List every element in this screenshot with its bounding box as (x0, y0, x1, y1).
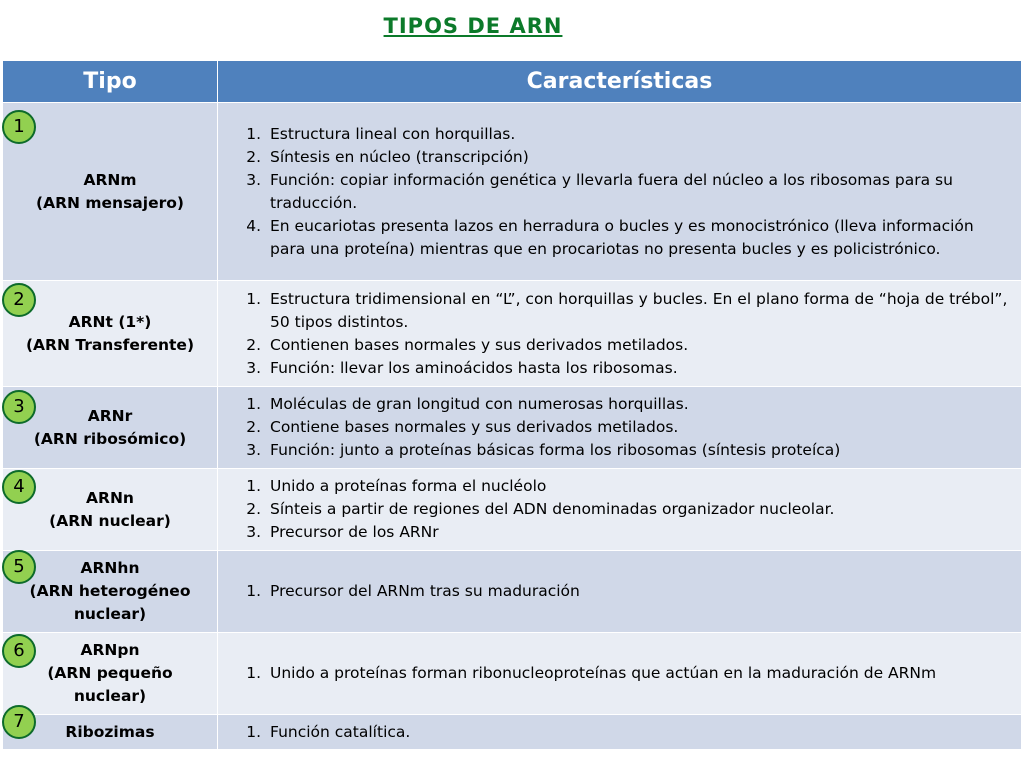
feature-item: 3. Precursor de los ARNr (266, 521, 1009, 544)
table-row (3, 103, 1022, 281)
tipo-line: (ARN Transferente) (25, 335, 195, 354)
table-row (3, 633, 1022, 715)
feature-list (226, 662, 1009, 685)
arn-types-table (2, 60, 1022, 750)
page-title: TIPOS DE ARN (383, 14, 563, 38)
caracteristicas-cell (218, 551, 1022, 633)
table-row (3, 469, 1022, 551)
table-row (3, 715, 1022, 750)
feature-item: 3. Función: copiar información genética y llevarla fuera del núcleo a los ribosomas para su traducción. (266, 169, 1009, 215)
feature-list (226, 393, 1009, 462)
tipo-line: ARNn (86, 488, 134, 507)
tipo-line: (ARN heterogéneo (29, 582, 191, 600)
tipo-line: nuclear) (73, 605, 147, 623)
table-row (3, 551, 1022, 633)
feature-item: 2. Síntesis en núcleo (transcripción) (266, 146, 1009, 169)
table-header-row (3, 61, 1022, 103)
feature-item: 1. Unido a proteínas forma el nucléolo (266, 475, 1009, 498)
feature-list (226, 721, 1009, 744)
feature-list (226, 123, 1009, 261)
tipo-line: (ARN ribosómico) (33, 429, 187, 448)
tipo-line: Ribozimas (65, 722, 155, 741)
tipo-line: (ARN nuclear) (49, 511, 171, 530)
feature-list (226, 288, 1009, 380)
caracteristicas-cell (218, 715, 1022, 750)
tipo-line: ARNpn (80, 641, 140, 659)
tipo-line: ARNr (87, 406, 133, 425)
feature-item: 2. Contienen bases normales y sus derivados metilados. (266, 334, 1009, 357)
caracteristicas-cell (218, 387, 1022, 469)
caracteristicas-cell (218, 469, 1022, 551)
feature-list (226, 580, 1009, 603)
table-body (3, 103, 1022, 750)
tipo-line: ARNm (83, 170, 137, 189)
tipo-line: ARNhn (80, 559, 140, 577)
feature-item: 1. Unido a proteínas forman ribonucleoproteínas que actúan en la maduración de ARNm (266, 662, 1009, 685)
feature-item: 3. Función: llevar los aminoácidos hasta los ribosomas. (266, 357, 1009, 380)
row-number-badge: 7 (2, 705, 36, 739)
row-number-badge: 5 (2, 550, 36, 584)
feature-item: 1. Función catalítica. (266, 721, 1009, 744)
feature-item: 1. Estructura lineal con horquillas. (266, 123, 1009, 146)
feature-item: 4. En eucariotas presenta lazos en herradura o bucles y es monocistrónico (lleva información para una proteína) mientras que en procariotas no presenta bucles y es policistrónico. (266, 215, 1009, 261)
row-number-badge: 1 (2, 110, 36, 144)
caracteristicas-cell (218, 633, 1022, 715)
feature-item: 2. Sínteis a partir de regiones del ADN denominadas organizador nucleolar. (266, 498, 1009, 521)
row-number-badge: 3 (2, 390, 36, 424)
header-caracteristicas: Características (218, 61, 1022, 103)
row-number-badge: 2 (2, 283, 36, 317)
feature-item: 1. Estructura tridimensional en “L”, con horquillas y bucles. En el plano forma de “hoja de trébol”, 50 tipos distintos. (266, 288, 1009, 334)
feature-list (226, 475, 1009, 544)
feature-item: 1. Precursor del ARNm tras su maduración (266, 580, 1009, 603)
tipo-line: (ARN mensajero) (36, 193, 184, 212)
row-number-badges (0, 0, 40, 768)
table-row (3, 281, 1022, 387)
tipo-line: (ARN pequeño (47, 664, 173, 682)
caracteristicas-cell (218, 103, 1022, 281)
table-row (3, 387, 1022, 469)
tipo-line: ARNt (1*) (68, 312, 152, 331)
caracteristicas-cell (218, 281, 1022, 387)
header-tipo: Tipo (3, 61, 218, 103)
row-number-badge: 6 (2, 634, 36, 668)
row-number-badge: 4 (2, 470, 36, 504)
tipo-line: nuclear) (73, 687, 147, 705)
feature-item: 3. Función: junto a proteínas básicas forma los ribosomas (síntesis proteíca) (266, 439, 1009, 462)
feature-item: 1. Moléculas de gran longitud con numerosas horquillas. (266, 393, 1009, 416)
feature-item: 2. Contiene bases normales y sus derivados metilados. (266, 416, 1009, 439)
